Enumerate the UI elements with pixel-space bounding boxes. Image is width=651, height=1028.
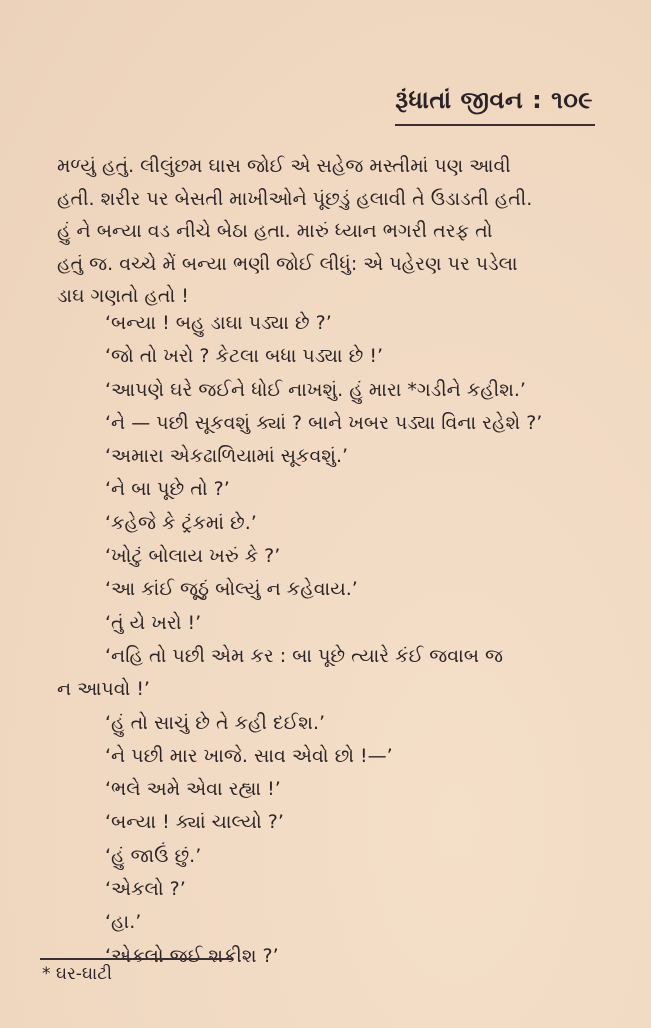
header-title: રૂંધાતાં જીવન : ૧૦૯ [395, 86, 593, 114]
text-line: હું ને બન્યા વડ નીચે બેઠા હતા. મારું ધ્યાન ભગરી તરફ તો [57, 220, 493, 242]
dialogue-line: ‘ને — પછી સૂકવશું ક્યાં ? બાને ખબર પડ્યા વિના રહેશે ?’ [105, 411, 543, 434]
dialogue-line: ‘તું યે ખરો !’ [105, 611, 202, 634]
dialogue-line-wrapped-second: ન આપવો !’ [57, 678, 150, 701]
dialogue-line: ‘હું જાઉં છું.’ [105, 844, 202, 867]
text-line: મળ્યું હતું. લીલુંછમ ઘાસ જોઈ એ સહેજ મસ્તીમાં પણ આવી [57, 155, 511, 177]
dialogue-line: ‘કહેજે કે ટ્રંકમાં છે.’ [105, 511, 257, 534]
dialogue-line: ‘બન્યા ! ક્યાં ચાલ્યો ?’ [105, 811, 284, 834]
dialogue-line: ‘આ કાંઈ જૂઠું બોલ્યું ન કહેવાય.’ [105, 578, 358, 601]
text-line: હતું જ. વચ્ચે મેં બન્યા ભણી જોઈ લીધું: એ પહેરણ પર પડેલા [57, 252, 518, 275]
dialogue-line: ‘બન્યા ! બહુ ડાઘા પડ્યા છે ?’ [105, 312, 332, 334]
footnote-rule [40, 958, 232, 960]
dialogue-line: ‘એકલો ?’ [105, 878, 186, 901]
dialogue-line: ‘હું તો સાચું છે તે કહી દઈશ.’ [105, 711, 326, 734]
text-line: હતી. શરીર પર બેસતી માખીઓને પૂંછડું હલાવી તે ઉડાડતી હતી. [57, 187, 533, 210]
dialogue-line: ‘હા.’ [105, 911, 142, 934]
dialogue-line: ‘ને બા પૂછે તો ?’ [105, 478, 230, 501]
dialogue-line: ‘ભલે અમે એવા રહ્યા !’ [105, 778, 281, 801]
dialogue-line: ‘અમારા એકઢાળિયામાં સૂકવશું.’ [105, 445, 349, 468]
intro-paragraph [57, 150, 602, 313]
dialogue-line-wrapped-first: ‘નહિ તો પછી એમ કર : બા પૂછે ત્યારે કંઈ જવાબ જ [105, 644, 504, 667]
header-underline [395, 124, 595, 126]
dialogue-block [57, 307, 612, 973]
running-header [395, 86, 593, 114]
dialogue-line: ‘આપણે ઘરે જઈને ધોઈ નાખશું. હું મારા *ગડીને કહીશ.’ [105, 378, 526, 401]
dialogue-line: ‘જો તો ખરો ? કેટલા બધા પડ્યા છે !’ [105, 345, 383, 368]
dialogue-line: ‘ને પછી માર ખાજે. સાવ એવો છો !—’ [105, 744, 393, 767]
footnote: * ઘર-ઘાટી [42, 964, 112, 984]
dialogue-line: ‘એકલો જઈ શકીશ ?’ [105, 944, 279, 967]
dialogue-line: ‘ખોટું બોલાય ખરું કે ?’ [105, 545, 281, 568]
text-line: ડાઘ ગણતો હતો ! [57, 285, 189, 307]
